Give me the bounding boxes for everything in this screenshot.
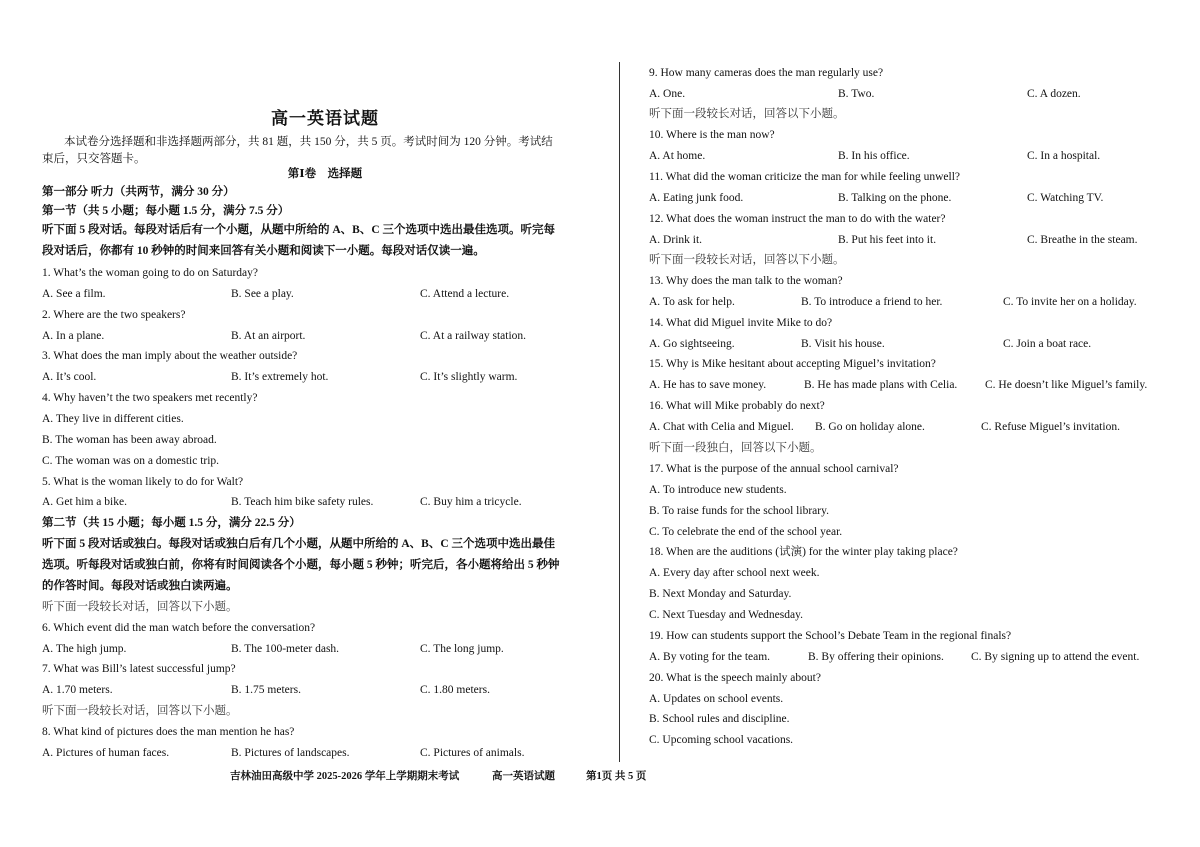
- option-a[interactable]: A. They live in different cities.: [42, 413, 184, 425]
- question-stem: 4. Why haven’t the two speakers met recently?: [42, 392, 258, 404]
- option-c[interactable]: C. Buy him a tricycle.: [420, 496, 522, 508]
- option-c[interactable]: C. Watching TV.: [1027, 192, 1104, 204]
- option-a[interactable]: A. By voting for the team.: [649, 651, 771, 663]
- option-b[interactable]: B. At an airport.: [231, 330, 306, 342]
- option-b[interactable]: B. The woman has been away abroad.: [42, 434, 217, 446]
- option-a[interactable]: A. The high jump.: [42, 643, 127, 655]
- section1-instruction-line-1: 听下面 5 段对话。每段对话后有一个小题，从题中所给的 A、B、C 三个选项中选出最佳选项。听完每: [42, 224, 556, 236]
- section2-instruction-line-2: 选项。听每段对话或独白前，你将有时间阅读各个小题，每小题 5 秒钟；听完后，各小题将给出 5 秒钟: [42, 559, 560, 571]
- footer-subject: 高一英语试题: [492, 771, 555, 782]
- option-b[interactable]: B. He has made plans with Celia.: [804, 379, 958, 391]
- question-stem: 7. What was Bill’s latest successful jump?: [42, 663, 236, 675]
- option-c[interactable]: C. To invite her on a holiday.: [1003, 296, 1137, 308]
- option-a[interactable]: A. Eating junk food.: [649, 192, 744, 204]
- footer-page-number: 第1页 共 5 页: [586, 771, 647, 782]
- option-c[interactable]: C. A dozen.: [1027, 88, 1081, 100]
- option-b[interactable]: B. To raise funds for the school library.: [649, 505, 829, 517]
- option-c[interactable]: C. The woman was on a domestic trip.: [42, 455, 220, 467]
- question-stem: 8. What kind of pictures does the man mention he has?: [42, 726, 295, 738]
- option-a[interactable]: A. At home.: [649, 150, 706, 162]
- option-c[interactable]: C. He doesn’t like Miguel’s family.: [985, 379, 1148, 391]
- option-c[interactable]: C. It’s slightly warm.: [420, 371, 518, 383]
- option-a[interactable]: A. 1.70 meters.: [42, 684, 113, 696]
- option-c[interactable]: C. The long jump.: [420, 643, 504, 655]
- question-stem: 19. How can students support the School’s Debate Team in the regional finals?: [649, 630, 1012, 642]
- question-stem: 1. What’s the woman going to do on Saturday?: [42, 267, 259, 279]
- question-stem: 3. What does the man imply about the weather outside?: [42, 350, 298, 362]
- long-dialogue-note: 听下面一段较长对话，回答以下小题。: [42, 601, 238, 613]
- option-c[interactable]: C. At a railway station.: [420, 330, 527, 342]
- section2-instruction-line-1: 听下面 5 段对话或独白。每段对话或独白后有几个小题，从题中所给的 A、B、C 三个选项中选出最佳: [42, 538, 556, 550]
- option-b[interactable]: B. It’s extremely hot.: [231, 371, 329, 383]
- intro-line-2: 束后，只交答题卡。: [42, 153, 146, 165]
- question-stem: 10. Where is the man now?: [649, 129, 775, 141]
- option-a[interactable]: A. In a plane.: [42, 330, 105, 342]
- part1-heading: 第一部分 听力（共两节，满分 30 分）: [42, 186, 235, 198]
- option-c[interactable]: C. Breathe in the steam.: [1027, 234, 1138, 246]
- option-c[interactable]: C. Join a boat race.: [1003, 338, 1092, 350]
- option-b[interactable]: B. 1.75 meters.: [231, 684, 301, 696]
- option-b[interactable]: B. School rules and discipline.: [649, 713, 790, 725]
- monologue-note: 听下面一段独白，回答以下小题。: [649, 442, 822, 454]
- intro-line-1: 本试卷分选择题和非选择题两部分，共 81 题，共 150 分，共 5 页。考试时间为 120 分钟。考试结: [64, 136, 553, 148]
- option-a[interactable]: A. See a film.: [42, 288, 106, 300]
- option-b[interactable]: B. Two.: [838, 88, 875, 100]
- question-stem: 2. Where are the two speakers?: [42, 309, 186, 321]
- option-b[interactable]: B. Go on holiday alone.: [815, 421, 925, 433]
- option-c[interactable]: C. Attend a lecture.: [420, 288, 510, 300]
- option-b[interactable]: B. The 100-meter dash.: [231, 643, 340, 655]
- question-stem: 18. When are the auditions (试演) for the winter play taking place?: [649, 546, 958, 558]
- option-a[interactable]: A. To introduce new students.: [649, 484, 787, 496]
- option-b[interactable]: B. Put his feet into it.: [838, 234, 937, 246]
- question-stem: 5. What is the woman likely to do for Walt?: [42, 476, 244, 488]
- long-dialogue-note: 听下面一段较长对话，回答以下小题。: [649, 108, 845, 120]
- option-c[interactable]: C. In a hospital.: [1027, 150, 1101, 162]
- option-b[interactable]: B. To introduce a friend to her.: [801, 296, 943, 308]
- section1-instruction-line-2: 段对话后，你都有 10 秒钟的时间来回答有关小题和阅读下一小题。每段对话仅读一遍。: [42, 245, 485, 257]
- question-stem: 16. What will Mike probably do next?: [649, 400, 825, 412]
- option-b[interactable]: B. In his office.: [838, 150, 910, 162]
- option-a[interactable]: A. Get him a bike.: [42, 496, 127, 508]
- question-stem: 17. What is the purpose of the annual school carnival?: [649, 463, 899, 475]
- question-stem: 11. What did the woman criticize the man for while feeling unwell?: [649, 171, 961, 183]
- question-stem: 12. What does the woman instruct the man to do with the water?: [649, 213, 946, 225]
- question-stem: 15. Why is Mike hesitant about accepting Miguel’s invitation?: [649, 358, 936, 370]
- option-a[interactable]: A. Pictures of human faces.: [42, 747, 170, 759]
- long-dialogue-note: 听下面一段较长对话，回答以下小题。: [649, 254, 845, 266]
- option-a[interactable]: A. Drink it.: [649, 234, 703, 246]
- column-divider: [619, 62, 620, 762]
- option-b[interactable]: B. Teach him bike safety rules.: [231, 496, 374, 508]
- option-c[interactable]: C. Refuse Miguel’s invitation.: [981, 421, 1120, 433]
- footer-school: 吉林油田高级中学 2025-2026 学年上学期期末考试: [230, 771, 460, 782]
- option-a[interactable]: A. One.: [649, 88, 686, 100]
- option-b[interactable]: B. By offering their opinions.: [808, 651, 944, 663]
- option-a[interactable]: A. Go sightseeing.: [649, 338, 735, 350]
- option-a[interactable]: A. Updates on school events.: [649, 693, 784, 705]
- option-c[interactable]: C. By signing up to attend the event.: [971, 651, 1140, 663]
- option-a[interactable]: A. Chat with Celia and Miguel.: [649, 421, 794, 433]
- option-b[interactable]: B. Next Monday and Saturday.: [649, 588, 792, 600]
- option-c[interactable]: C. 1.80 meters.: [420, 684, 490, 696]
- exam-title: 高一英语试题: [271, 109, 379, 128]
- option-a[interactable]: A. It’s cool.: [42, 371, 97, 383]
- question-stem: 9. How many cameras does the man regularly use?: [649, 67, 884, 79]
- volume-heading: 第Ⅰ卷 选择题: [287, 168, 363, 180]
- option-a[interactable]: A. He has to save money.: [649, 379, 767, 391]
- option-c[interactable]: C. Next Tuesday and Wednesday.: [649, 609, 803, 621]
- option-c[interactable]: C. Upcoming school vacations.: [649, 734, 794, 746]
- question-stem: 20. What is the speech mainly about?: [649, 672, 821, 684]
- section2-instruction-line-3: 的作答时间。每段对话或独白读两遍。: [42, 580, 238, 592]
- question-stem: 14. What did Miguel invite Mike to do?: [649, 317, 833, 329]
- option-c[interactable]: C. To celebrate the end of the school year.: [649, 526, 843, 538]
- section2-heading: 第二节（共 15 小题；每小题 1.5 分，满分 22.5 分）: [42, 517, 301, 529]
- option-b[interactable]: B. Pictures of landscapes.: [231, 747, 350, 759]
- option-b[interactable]: B. See a play.: [231, 288, 294, 300]
- option-a[interactable]: A. Every day after school next week.: [649, 567, 820, 579]
- section1-heading: 第一节（共 5 小题；每小题 1.5 分，满分 7.5 分）: [42, 205, 290, 217]
- question-stem: 13. Why does the man talk to the woman?: [649, 275, 843, 287]
- question-stem: 6. Which event did the man watch before the conversation?: [42, 622, 316, 634]
- option-b[interactable]: B. Talking on the phone.: [838, 192, 952, 204]
- option-a[interactable]: A. To ask for help.: [649, 296, 735, 308]
- long-dialogue-note: 听下面一段较长对话，回答以下小题。: [42, 705, 238, 717]
- option-c[interactable]: C. Pictures of animals.: [420, 747, 525, 759]
- option-b[interactable]: B. Visit his house.: [801, 338, 885, 350]
